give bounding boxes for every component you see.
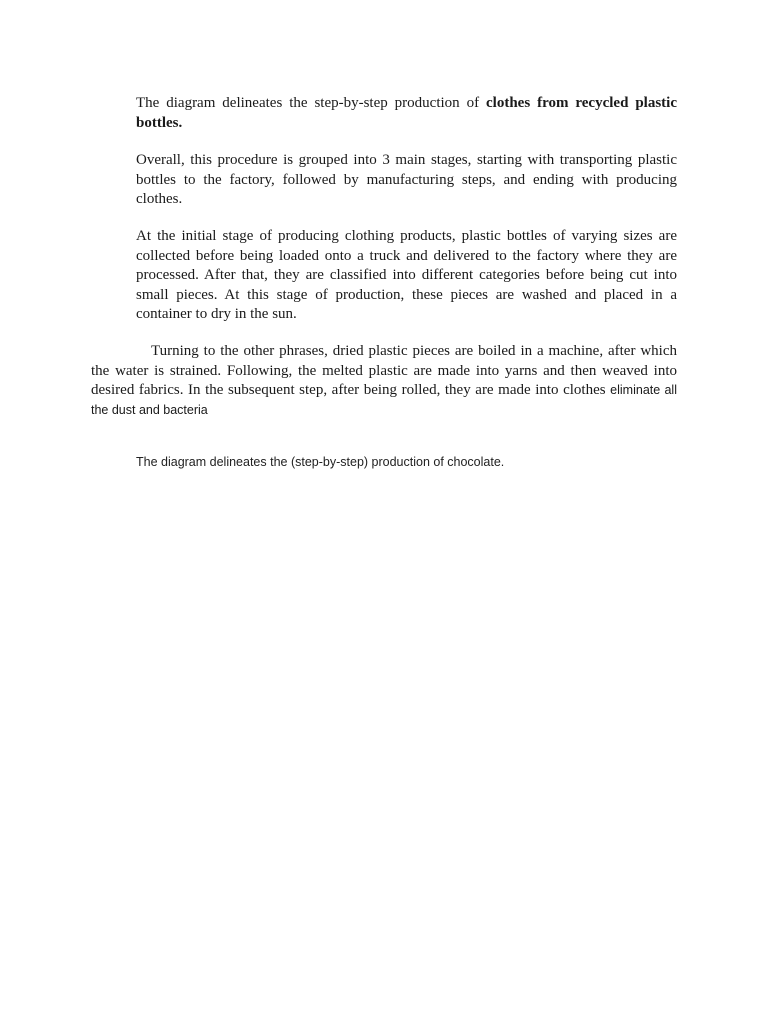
intro-paragraph [136,94,677,133]
later-stage-text: Turning to the other phrases, dried plastic pieces are boiled in a machine, after which the water is strained. Following, the melted plastic are made into yarns and then weaved into desired fabrics. In the subsequent step, after being rolled, they are made into clothes [91,343,677,398]
intro-text: The diagram delineates the step-by-step production of [136,95,487,111]
overview-paragraph: Overall, this procedure is grouped into 3 main stages, starting with transporting plastic bottles to the factory, followed by manufacturing steps, and ending with producing clothes. [136,152,677,207]
later-stage-paragraph [91,342,677,420]
intro-bold-text: clothes from recycled plastic bottles. [136,95,678,131]
initial-stage-paragraph: At the initial stage of producing clothing products, plastic bottles of varying sizes are collected before being loaded onto a truck and delivered to the factory where they are processed. After that, they are classified into different categories before being cut into small pieces. At this stage of production, these pieces are washed and placed in a container to dry in the sun. [136,228,677,322]
second-intro-paragraph: The diagram delineates the (step-by-step) production of chocolate. [136,455,505,469]
later-stage-tail-text: eliminate all the dust and bacteria [91,383,677,417]
